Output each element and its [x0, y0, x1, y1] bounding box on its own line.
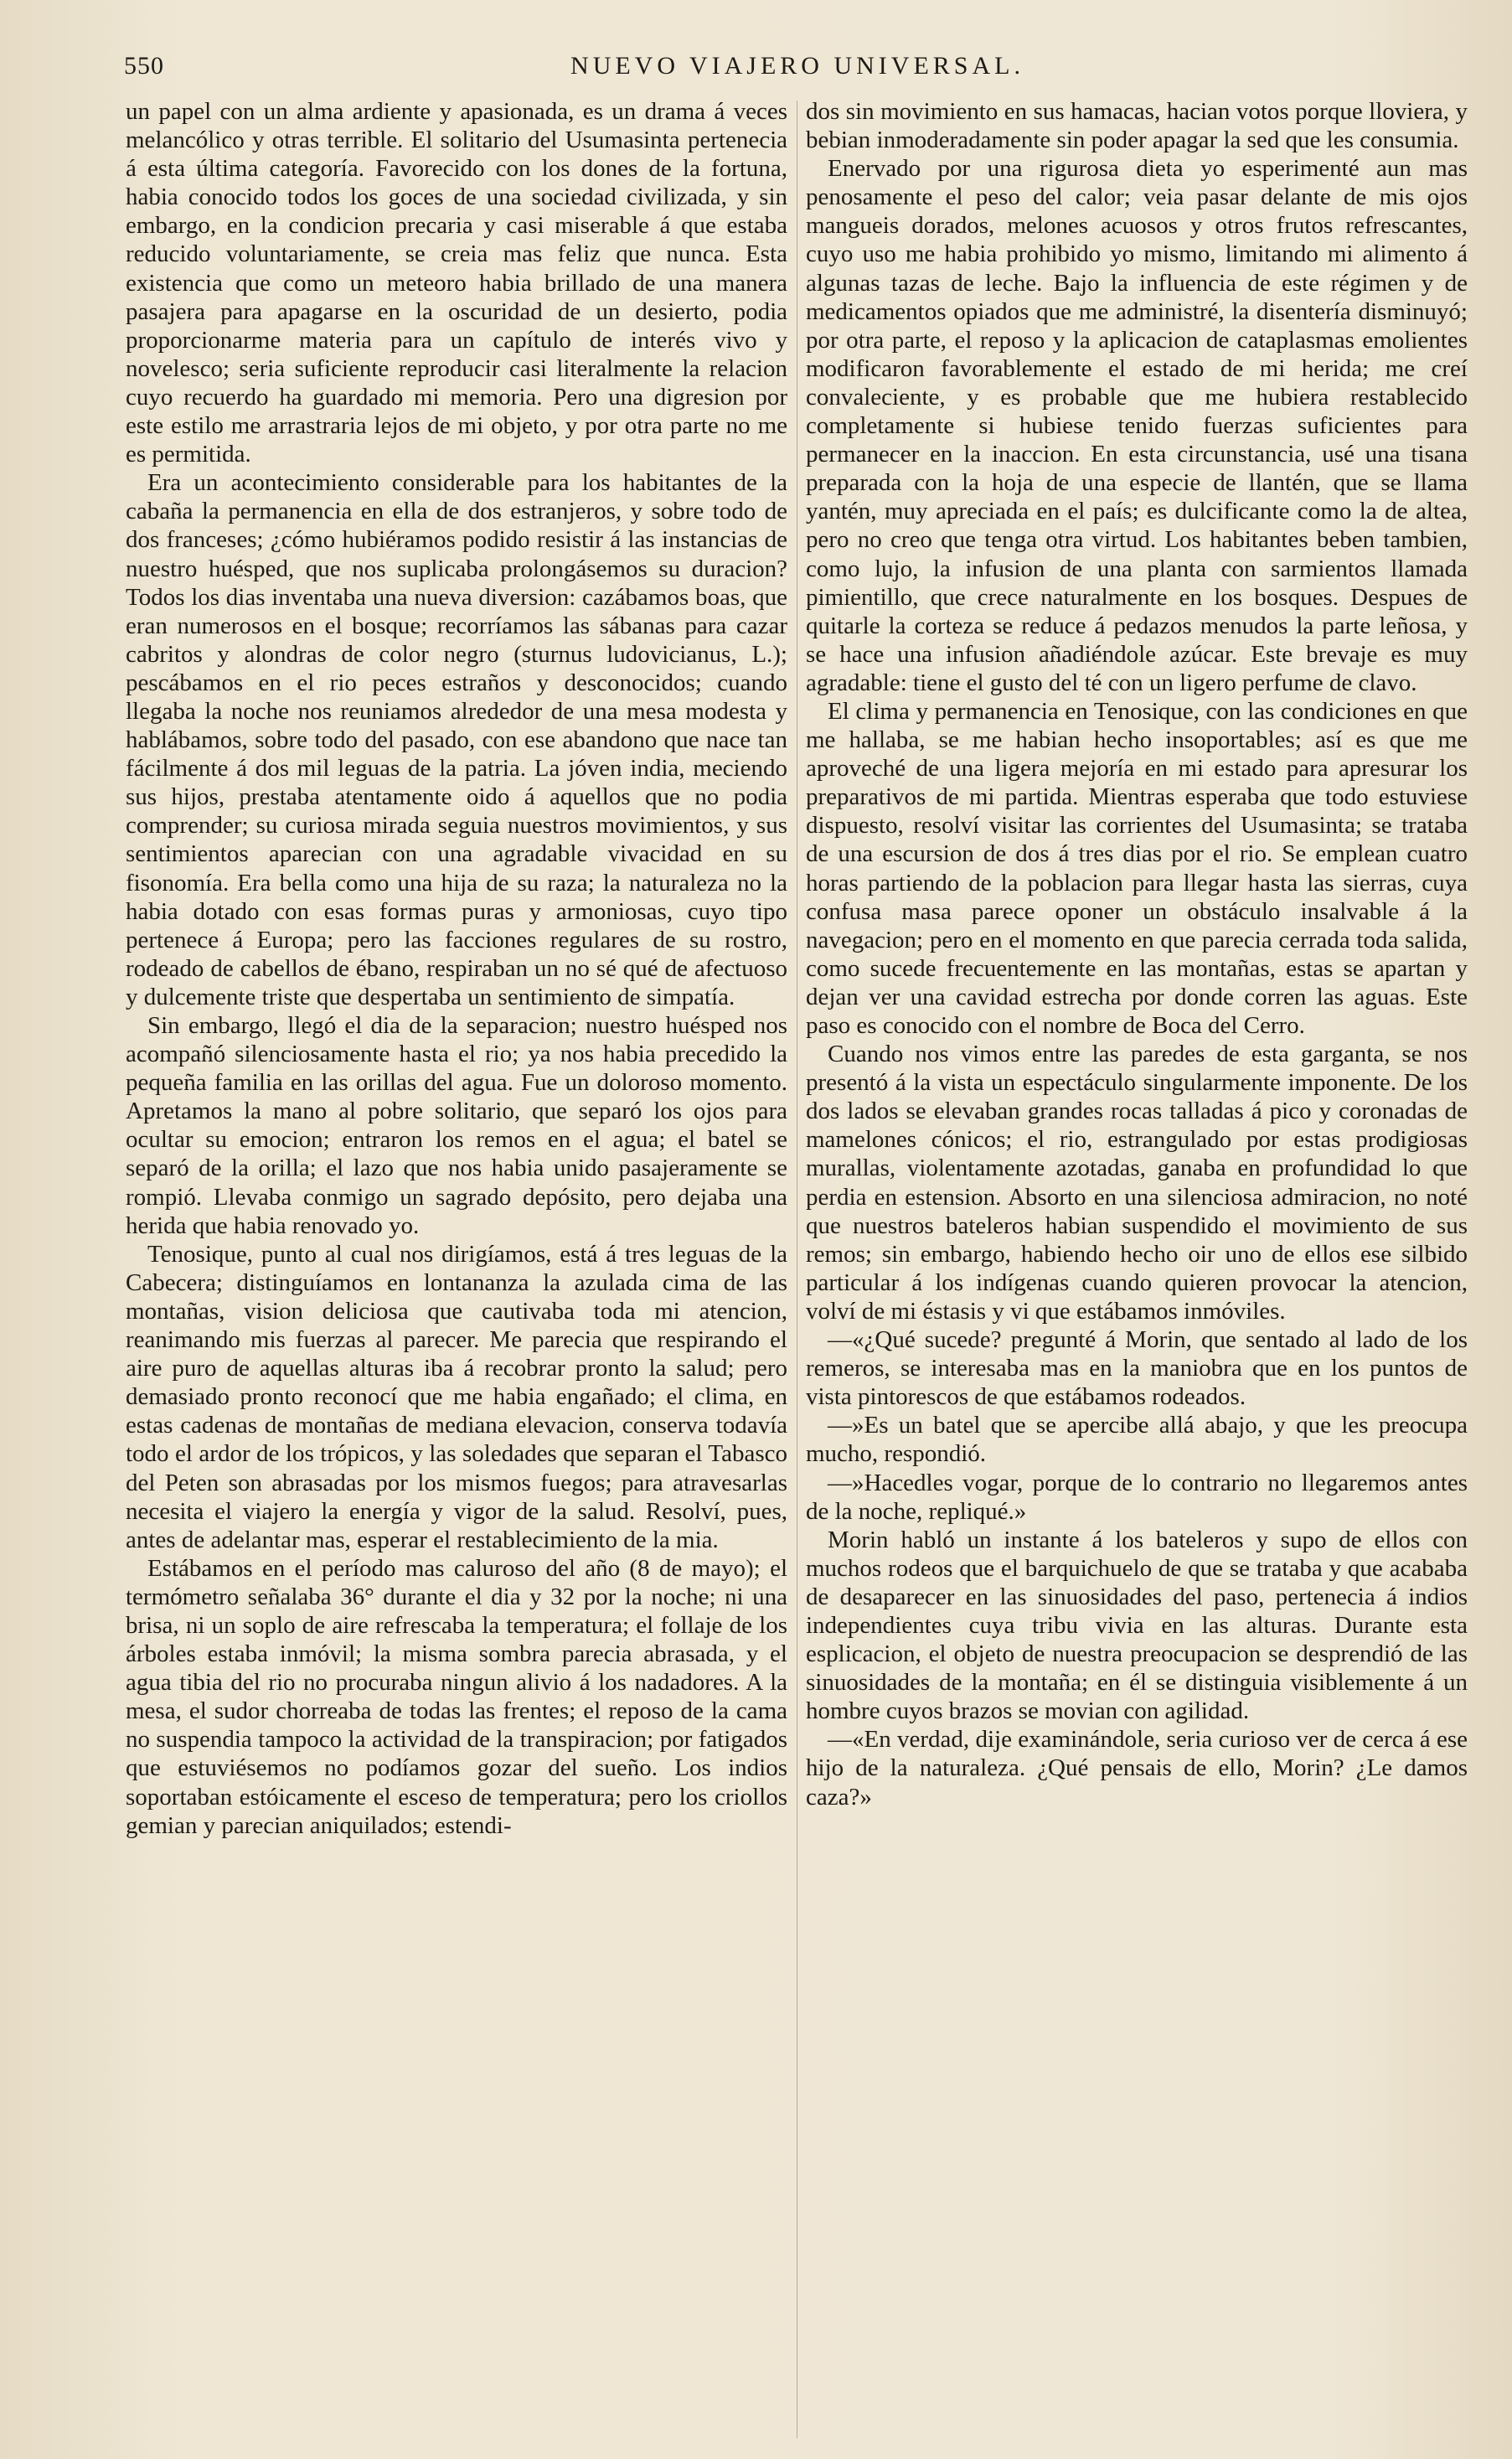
right-column [806, 97, 1468, 1811]
running-title: NUEVO VIAJERO UNIVERSAL. [570, 52, 1024, 80]
paragraph: un papel con un alma ardiente y apasionada, es un drama á veces melancólico y otras terrible. El solitario del Usumasinta pertenecia á esta última categoría. Favorecido con los dones de la fortuna, habia conocido todos los goces de una sociedad civilizada, y sin embargo, en la condicion precaria y casi miserable á que estaba reducido voluntariamente, se creia mas feliz que nunca. Esta existencia que como un meteoro habia brillado de una manera pasajera para apagarse en la oscuridad de un desierto, podia proporcionarme materia para un capítulo de interés vivo y novelesco; seria suficiente reproducir casi literalmente la relacion cuyo recuerdo ha guardado mi memoria. Pero una digresion por este estilo me arrastraria lejos de mi objeto, y por otra parte no me es permitida. [126, 98, 787, 468]
paragraph: —»Hacedles vogar, porque de lo contrario no llegaremos antes de la noche, repliqué.» [806, 1469, 1468, 1525]
paragraph: dos sin movimiento en sus hamacas, hacian votos porque lloviera, y bebian inmoderadamente sin poder apagar la sed que les consumia. [806, 98, 1468, 154]
page-number: 550 [124, 52, 164, 80]
paragraph: —»Es un batel que se apercibe allá abajo, y que les preocupa mucho, respondió. [806, 1412, 1468, 1468]
paragraph: Era un acontecimiento considerable para los habitantes de la cabaña la permanencia en ella de dos estranjeros, y sobre todo de dos franceses; ¿cómo hubiéramos podido resistir á las instancias de nuestro huésped, que nos suplicaba prolongásemos su duracion? Todos los dias inventaba una nueva diversion: cazábamos boas, que eran numerosos en el bosque; recorríamos las sábanas para cazar cabritos y alondras de color negro (sturnus ludovicianus, L.); pescábamos en el rio peces estraños y desconocidos; cuando llegaba la noche nos reuniamos alrededor de una mesa modesta y hablábamos, sobre todo del pasado, con ese abandono que nace tan fácilmente á dos mil leguas de la patria. La jóven india, meciendo sus hijos, prestaba atentamente oido á aquellos que no podia comprender; su curiosa mirada seguia nuestros movimientos, y sus sentimientos aparecian con una agradable vivacidad en su fisonomía. Era bella como una hija de su raza; la naturaleza no la habia dotado con esas formas puras y armoniosas, cuyo tipo pertenece á Europa; pero las facciones regulares de su rostro, rodeado de cabellos de ébano, respiraban un no sé qué de afectuoso y dulcemente triste que despertaba un sentimiento de simpatía. [126, 469, 787, 1010]
paragraph: —«¿Qué sucede? pregunté á Morin, que sentado al lado de los remeros, se interesaba mas en la maniobra que en los puntos de vista pintorescos de que estábamos rodeados. [806, 1326, 1468, 1411]
paragraph: El clima y permanencia en Tenosique, con las condiciones en que me hallaba, se me habian hecho insoportables; así es que me aproveché de una ligera mejoría en mi estado para apresurar los preparativos de mi partida. Mientras esperaba que todo estuviese dispuesto, resolví visitar las corrientes del Usumasinta; se trataba de una escursion de dos á tres dias por el rio. Se emplean cuatro horas partiendo de la poblacion para llegar hasta las sierras, cuya confusa masa parece oponer un obstáculo insalvable á la navegacion; pero en el momento en que parecia cerrada toda salida, como sucede frecuentemente en las montañas, estas se apartan y dejan ver una cavidad estrecha por donde corren las aguas. Este paso es conocido con el nombre de Boca del Cerro. [806, 697, 1468, 1039]
paragraph: Sin embargo, llegó el dia de la separacion; nuestro huésped nos acompañó silenciosamente hasta el rio; ya nos habia precedido la pequeña familia en las orillas del agua. Fue un doloroso momento. Apretamos la mano al pobre solitario, que separó los ojos para ocultar su emocion; entraron los remos en el agua; el batel se separó de la orilla; el lazo que nos habia unido pasajeramente se rompió. Llevaba conmigo un sagrado depósito, pero dejaba una herida que habia renovado yo. [126, 1012, 787, 1239]
paragraph: Enervado por una rigurosa dieta yo esperimenté aun mas penosamente el peso del calor; veia pasar delante de mis ojos mangueis dorados, melones acuosos y otros frutos refrescantes, cuyo uso me habia prohibido yo mismo, limitando mi alimento á algunas tazas de leche. Bajo la influencia de este régimen y de medicamentos opiados que me administré, la disentería disminuyó; por otra parte, el reposo y la aplicacion de cataplasmas emolientes modificaron favorablemente el estado de mi herida; me creí convaleciente, y es probable que me hubiera restablecido completamente si hubiese tenido fuerzas suficientes para permanecer en la inaccion. En esta circunstancia, usé una tisana preparada con la hoja de una especie de llantén, que se llama yantén, muy apreciada en el país; es dulcificante como la de altea, pero no creo que tenga otra virtud. Los habitantes beben tambien, como lujo, la infusion de una planta con sarmientos llamada pimientillo, que crece naturalmente en los bosques. Despues de quitarle la corteza se reduce á pedazos menudos la parte leñosa, y se hace una infusion añadiéndole azúcar. Este brevaje es muy agradable: tiene el gusto del té con un ligero perfume de clavo. [806, 155, 1468, 696]
paragraph: —«En verdad, dije examinándole, seria curioso ver de cerca á ese hijo de la naturaleza. ¿Qué pensais de ello, Morin? ¿Le damos caza?» [806, 1726, 1468, 1811]
paragraph: Cuando nos vimos entre las paredes de esta garganta, se nos presentó á la vista un espectáculo singularmente imponente. De los dos lados se elevaban grandes rocas talladas á pico y coronadas de mamelones cónicos; el rio, estrangulado por estas prodigiosas murallas, violentamente azotadas, ganaba en profundidad lo que perdia en estension. Absorto en una silenciosa admiracion, no noté que nuestros bateleros habian suspendido el movimiento de sus remos; sin embargo, habiendo hecho oir uno de ellos ese silbido particular á los indígenas cuando quieren provocar la atencion, volví de mi éstasis y vi que estábamos inmóviles. [806, 1041, 1468, 1325]
page-header [124, 52, 1471, 89]
paragraph: Morin habló un instante á los bateleros y supo de ellos con muchos rodeos que el barquichuelo de que se trataba y que acababa de desaparecer en las sinuosidades del paso, pertenecia á indios independientes cuya tribu vivia en las alturas. Durante esta esplicacion, el objeto de nuestra preocupacion se desprendió de las sinuosidades de la montaña; en él se distinguia visiblemente á un hombre cuyos brazos se movian con agilidad. [806, 1526, 1468, 1725]
paragraph: Tenosique, punto al cual nos dirigíamos, está á tres leguas de la Cabecera; distinguíamos en lontananza la azulada cima de las montañas, vision deliciosa que cautivaba toda mi atencion, reanimando mis fuerzas al parecer. Me parecia que respirando el aire puro de aquellas alturas iba á recobrar pronto la salud; pero demasiado pronto reconocí que me habia engañado; el clima, en estas cadenas de montañas de mediana elevacion, conserva todavía todo el ardor de los trópicos, y las soledades que separan el Tabasco del Peten son abrasadas por los mismos fuegos; para atravesarlas necesita el viajero la energía y vigor de la salud. Resolví, pues, antes de adelantar mas, esperar el restablecimiento de la mia. [126, 1240, 787, 1553]
left-column [126, 97, 787, 1840]
paragraph: Estábamos en el período mas caluroso del año (8 de mayo); el termómetro señalaba 36° durante el dia y 32 por la noche; ni una brisa, ni un soplo de aire refrescaba la temperatura; el follaje de los árboles estaba inmóvil; la misma sombra parecia abrasada, y el agua tibia del rio no procuraba ningun alivio á los nadadores. A la mesa, el sudor chorreaba de todas las frentes; el reposo de la cama no suspendia tampoco la actividad de la transpiracion; por fatigados que estuviésemos no podíamos gozar del sueño. Los indios soportaban estóicamente el esceso de temperatura; pero los criollos gemian y parecian aniquilados; estendi- [126, 1554, 787, 1839]
